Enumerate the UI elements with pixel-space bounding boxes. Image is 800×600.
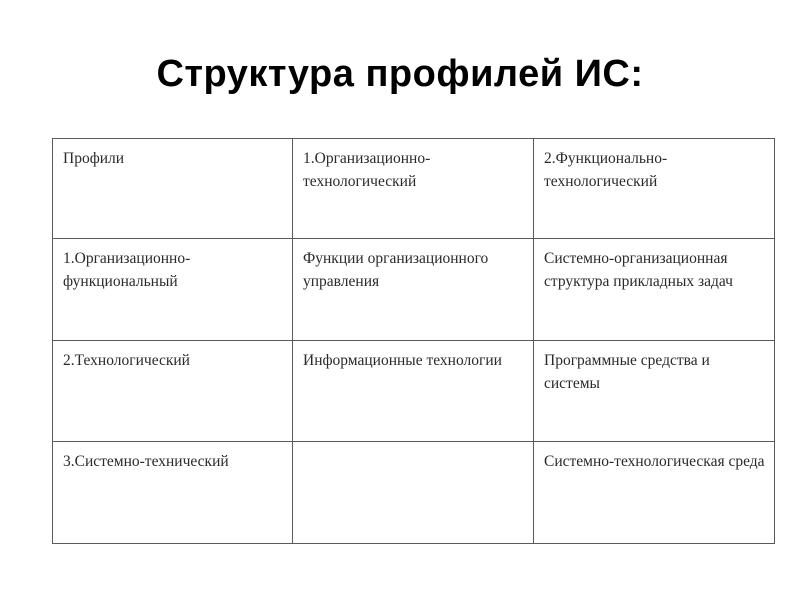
slide-title: Структура профилей ИС: (156, 53, 644, 95)
table-cell: Системно-технологическая среда (534, 442, 775, 544)
table-cell: Системно-организационная структура прикладных задач (534, 239, 775, 341)
table-row (53, 239, 775, 341)
table-row-header (53, 139, 775, 239)
table-cell-empty (293, 442, 534, 544)
table-header-organizational-technological: 1.Организационно-технологический (293, 139, 534, 239)
table-row-label-technological: 2.Технологический (53, 341, 293, 442)
table-cell: Функции организационного управления (293, 239, 534, 341)
table-cell: Информационные технологии (293, 341, 534, 442)
table-cell-corner: Профили (53, 139, 293, 239)
table-row (53, 442, 775, 544)
table-row-label-system-technical: 3.Системно-технический (53, 442, 293, 544)
profiles-table (52, 138, 775, 544)
table-row (53, 341, 775, 442)
table-header-functional-technological: 2.Функционально-технологический (534, 139, 775, 239)
table-cell: Программные средства и системы (534, 341, 775, 442)
table-row-label-organizational-functional: 1.Организационно-функциональный (53, 239, 293, 341)
